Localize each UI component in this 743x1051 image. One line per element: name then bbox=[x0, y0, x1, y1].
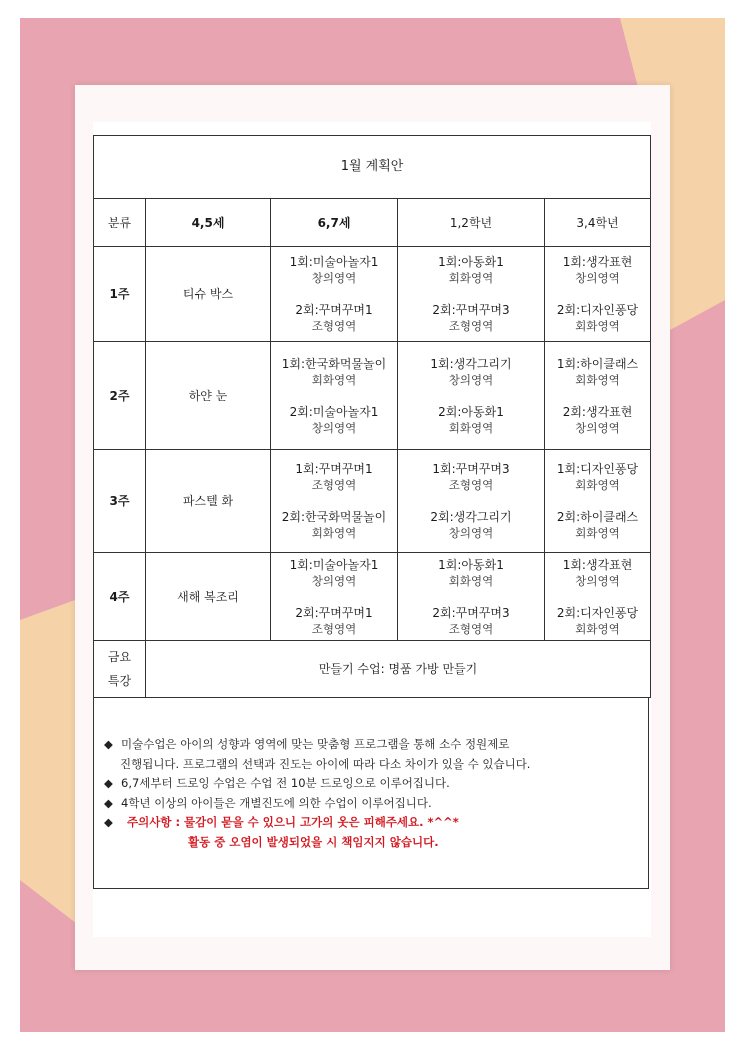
lesson-area-1: 창의영역 bbox=[311, 271, 357, 285]
lesson-2: 2회:꾸며꾸며1 bbox=[295, 605, 373, 620]
week-label: 2주 bbox=[94, 342, 146, 450]
lesson-2: 2회:생각그리기 bbox=[430, 510, 512, 524]
week-theme: 파스텔 화 bbox=[146, 450, 271, 553]
week-row bbox=[94, 342, 651, 450]
lesson-1: 1회:하이클래스 bbox=[556, 356, 639, 371]
lesson-area-2: 창의영역 bbox=[448, 526, 494, 540]
cell-grade-12 bbox=[398, 247, 545, 342]
note-text: 미술수업은 아이의 성향과 영역에 맞는 맞춤형 프로그램을 통해 소수 정원제로 bbox=[121, 737, 510, 751]
special-text: 만들기 수업: 명품 가방 만들기 bbox=[146, 641, 651, 698]
header-age-45: 4,5세 bbox=[146, 199, 271, 247]
lesson-area-2: 조형영역 bbox=[448, 621, 494, 636]
diamond-bullet-icon: ◆ bbox=[104, 737, 113, 751]
note-continuation: 진행됩니다. 프로그램의 선택과 진도는 아이에 따라 다소 차이가 있을 수 있습니다. bbox=[120, 756, 531, 771]
lesson-1: 1회:미술아놀자1 bbox=[289, 255, 379, 269]
lesson-area-1: 회화영역 bbox=[448, 271, 494, 285]
warning-text: 주의사항 : 물감이 묻을 수 있으니 고가의 옷은 피해주세요. *^^* bbox=[127, 815, 459, 829]
lesson-area-1: 회화영역 bbox=[575, 478, 620, 492]
diamond-bullet-icon: ◆ bbox=[104, 815, 113, 829]
lesson-area-2: 회화영역 bbox=[448, 420, 494, 435]
header-grade-12: 1,2학년 bbox=[398, 199, 545, 247]
lesson-area-1: 조형영역 bbox=[448, 478, 494, 492]
cell-grade-34 bbox=[545, 450, 651, 553]
lesson-2: 2회:아동화1 bbox=[438, 404, 504, 419]
lesson-area-2: 조형영역 bbox=[311, 319, 357, 333]
lesson-2: 2회:생각표현 bbox=[562, 404, 633, 419]
lesson-1: 1회:꾸며꾸며3 bbox=[432, 462, 510, 476]
lesson-area-2: 회화영역 bbox=[575, 621, 620, 636]
lesson-area-2: 조형영역 bbox=[448, 319, 494, 333]
special-row bbox=[94, 641, 651, 698]
header-category: 분류 bbox=[94, 199, 146, 247]
lesson-1: 1회:미술아놀자1 bbox=[289, 557, 379, 572]
lesson-1: 1회:생각그리기 bbox=[430, 356, 512, 371]
week-label: 3주 bbox=[94, 450, 146, 553]
diamond-bullet-icon: ◆ bbox=[104, 795, 113, 810]
plan-table bbox=[93, 135, 651, 698]
week-row bbox=[94, 553, 651, 641]
special-label bbox=[94, 641, 146, 698]
diamond-bullet-icon: ◆ bbox=[104, 776, 113, 790]
cell-age-67 bbox=[271, 342, 398, 450]
lesson-area-2: 회화영역 bbox=[575, 319, 620, 333]
cell-grade-34 bbox=[545, 553, 651, 641]
warning-text-2: 활동 중 오염이 발생되었을 시 책임지지 않습니다. bbox=[188, 834, 439, 849]
lesson-area-2: 창의영역 bbox=[575, 420, 620, 435]
notes-box bbox=[93, 698, 649, 889]
lesson-1: 1회:아동화1 bbox=[438, 255, 504, 269]
warning-item bbox=[104, 813, 648, 833]
special-label-line-1: 금요 bbox=[107, 650, 132, 664]
note-item bbox=[104, 774, 648, 794]
week-row bbox=[94, 450, 651, 553]
lesson-2: 2회:꾸며꾸며3 bbox=[432, 605, 510, 620]
note-text: 4학년 이상의 아이들은 개별진도에 의한 수업이 이루어집니다. bbox=[121, 795, 432, 810]
week-label: 4주 bbox=[94, 553, 146, 641]
lesson-1: 1회:생각표현 bbox=[562, 557, 633, 572]
lesson-area-1: 창의영역 bbox=[311, 573, 357, 588]
cell-grade-12 bbox=[398, 450, 545, 553]
header-grade-34: 3,4학년 bbox=[545, 199, 651, 247]
note-text: 6,7세부터 드로잉 수업은 수업 전 10분 드로잉으로 이루어집니다. bbox=[121, 776, 450, 790]
lesson-2: 2회:꾸며꾸며1 bbox=[295, 303, 373, 317]
cell-grade-34 bbox=[545, 247, 651, 342]
cell-age-67 bbox=[271, 247, 398, 342]
header-age-67: 6,7세 bbox=[271, 199, 398, 247]
lesson-1: 1회:꾸며꾸며1 bbox=[295, 462, 373, 476]
lesson-area-2: 회화영역 bbox=[311, 526, 357, 540]
lesson-1: 1회:아동화1 bbox=[438, 557, 504, 572]
cell-age-67 bbox=[271, 450, 398, 553]
week-row bbox=[94, 247, 651, 342]
lesson-1: 1회:생각표현 bbox=[562, 255, 633, 269]
lesson-2: 2회:디자인퐁당 bbox=[556, 605, 639, 620]
cell-grade-12 bbox=[398, 342, 545, 450]
note-item bbox=[104, 735, 648, 755]
plan-title: 1월 계획안 bbox=[94, 136, 651, 199]
cell-age-67 bbox=[271, 553, 398, 641]
lesson-2: 2회:미술아놀자1 bbox=[289, 404, 379, 419]
lesson-area-1: 회화영역 bbox=[448, 573, 494, 588]
note-item bbox=[104, 794, 648, 814]
lesson-2: 2회:한국화먹물놀이 bbox=[281, 510, 387, 524]
special-label-line-2: 특강 bbox=[107, 674, 132, 688]
lesson-area-1: 회화영역 bbox=[575, 372, 620, 387]
week-label: 1주 bbox=[94, 247, 146, 342]
lesson-1: 1회:디자인퐁당 bbox=[556, 462, 639, 476]
lesson-area-1: 창의영역 bbox=[575, 271, 620, 285]
week-theme: 하얀 눈 bbox=[146, 342, 271, 450]
lesson-area-2: 조형영역 bbox=[311, 621, 357, 636]
week-theme: 티슈 박스 bbox=[146, 247, 271, 342]
lesson-2: 2회:디자인퐁당 bbox=[556, 303, 639, 317]
lesson-area-2: 회화영역 bbox=[575, 526, 620, 540]
lesson-2: 2회:하이클래스 bbox=[556, 510, 639, 524]
lesson-area-1: 창의영역 bbox=[575, 573, 620, 588]
cell-grade-12 bbox=[398, 553, 545, 641]
lesson-area-1: 조형영역 bbox=[311, 478, 357, 492]
lesson-area-1: 창의영역 bbox=[448, 372, 494, 387]
lesson-area-1: 회화영역 bbox=[311, 372, 357, 387]
week-theme: 새해 복조리 bbox=[146, 553, 271, 641]
lesson-2: 2회:꾸며꾸며3 bbox=[432, 303, 510, 317]
lesson-area-2: 창의영역 bbox=[311, 420, 357, 435]
lesson-1: 1회:한국화먹물놀이 bbox=[281, 356, 387, 371]
cell-grade-34 bbox=[545, 342, 651, 450]
